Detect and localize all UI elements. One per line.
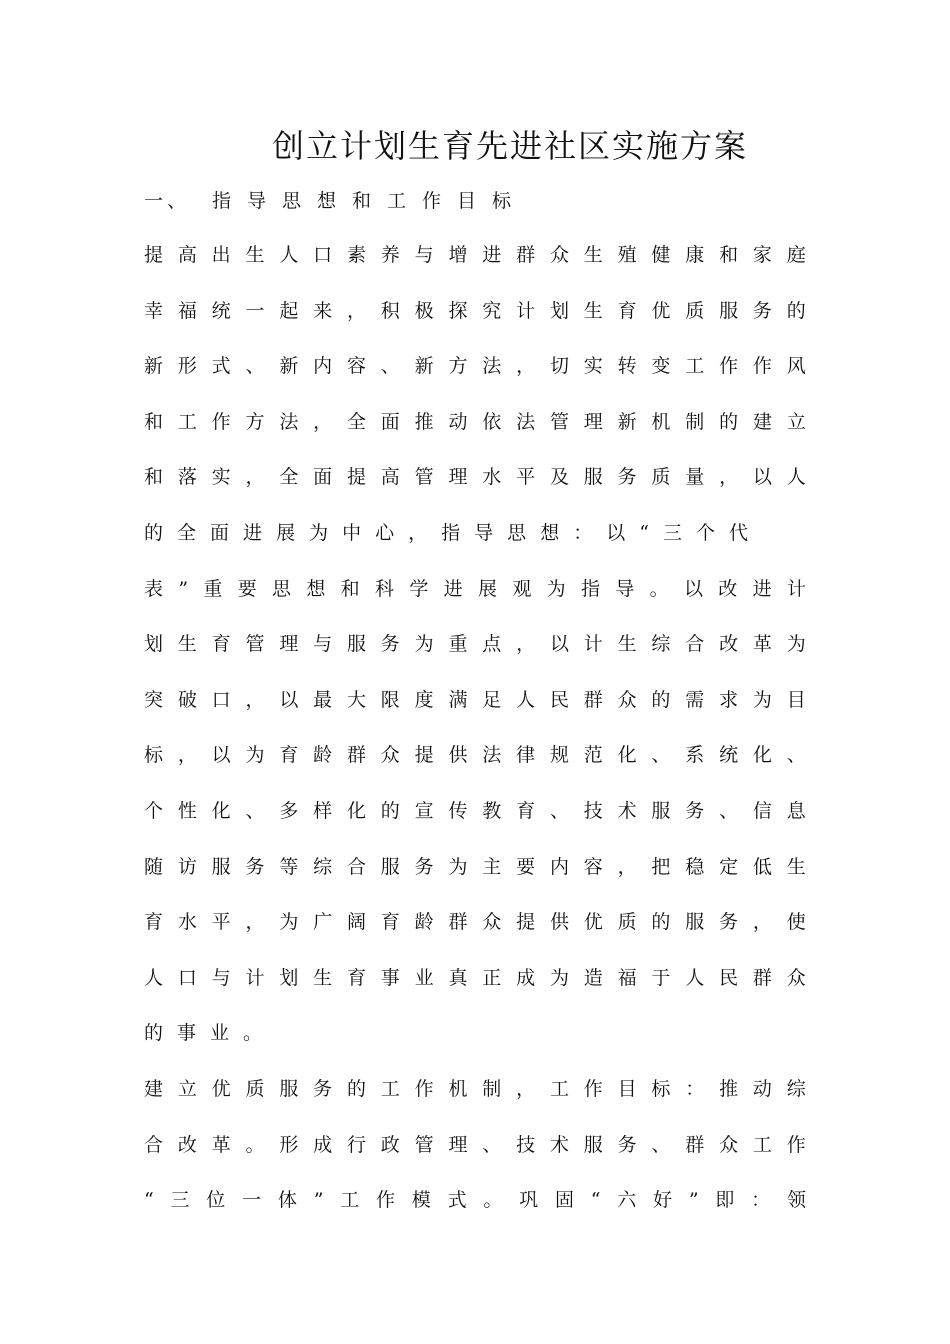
section-heading — [144, 186, 527, 216]
text-line: 新 形 式 、 新 内 容 、 新 方 法 ， 切 实 转 变 工 作 作 风 — [144, 355, 806, 378]
text-line: 个 性 化 、 多 样 化 的 宣 传 教 育 、 技 术 服 务 、 信 息 — [144, 799, 806, 822]
text-line: “ 三 位 一 体 ” 工 作 模 式 。 巩 固 “ 六 好 ” 即 ： 领 — [144, 1189, 806, 1212]
text-line: 表 ” 重 要 思 想 和 科 学 进 展 观 为 指 导 。 以 改 进 计 — [144, 577, 806, 600]
text-line: 合 改 革 。 形 成 行 政 管 理 、 技 术 服 务 、 群 众 工 作 — [144, 1133, 806, 1156]
text-line: 幸 福 统 一 起 来 ， 积 极 探 究 计 划 生 育 优 质 服 务 的 — [144, 299, 806, 322]
text-line: 随 访 服 务 等 综 合 服 务 为 主 要 内 容 ， 把 稳 定 低 生 — [144, 855, 806, 878]
text-line: 的 事 业 。 — [144, 1022, 263, 1045]
text-line: 的 全 面 进 展 为 中 心 ， 指 导 思 想 ： 以 “ 三 个 代 — [144, 521, 748, 544]
text-line: 突 破 口 ， 以 最 大 限 度 满 足 人 民 群 众 的 需 求 为 目 — [144, 688, 806, 711]
text-line: 人 口 与 计 划 生 育 事 业 真 正 成 为 造 福 于 人 民 群 众 — [144, 966, 806, 989]
text-line: 提 高 出 生 人 口 素 养 与 增 进 群 众 生 殖 健 康 和 家 庭 — [144, 244, 806, 266]
body-text — [144, 228, 806, 1229]
text-line: 和 工 作 方 法 ， 全 面 推 动 依 法 管 理 新 机 制 的 建 立 — [144, 410, 806, 433]
document-title: 创立计划生育先进社区实施方案 — [271, 127, 748, 165]
section-heading-text: 指导思想和工作目标 — [212, 190, 528, 212]
text-line: 育 水 平 ， 为 广 阔 育 龄 群 众 提 供 优 质 的 服 务 ， 使 — [144, 911, 806, 934]
text-line: 建 立 优 质 服 务 的 工 作 机 制 ， 工 作 目 标 ： 推 动 综 — [144, 1077, 806, 1100]
text-line: 和 落 实 ， 全 面 提 高 管 理 水 平 及 服 务 质 量 ， 以 人 — [144, 466, 806, 489]
text-line: 划 生 育 管 理 与 服 务 为 重 点 ， 以 计 生 综 合 改 革 为 — [144, 633, 806, 656]
section-number: 一、 — [144, 190, 191, 212]
text-line: 标 ， 以 为 育 龄 群 众 提 供 法 律 规 范 化 、 系 统 化 、 — [144, 744, 806, 767]
